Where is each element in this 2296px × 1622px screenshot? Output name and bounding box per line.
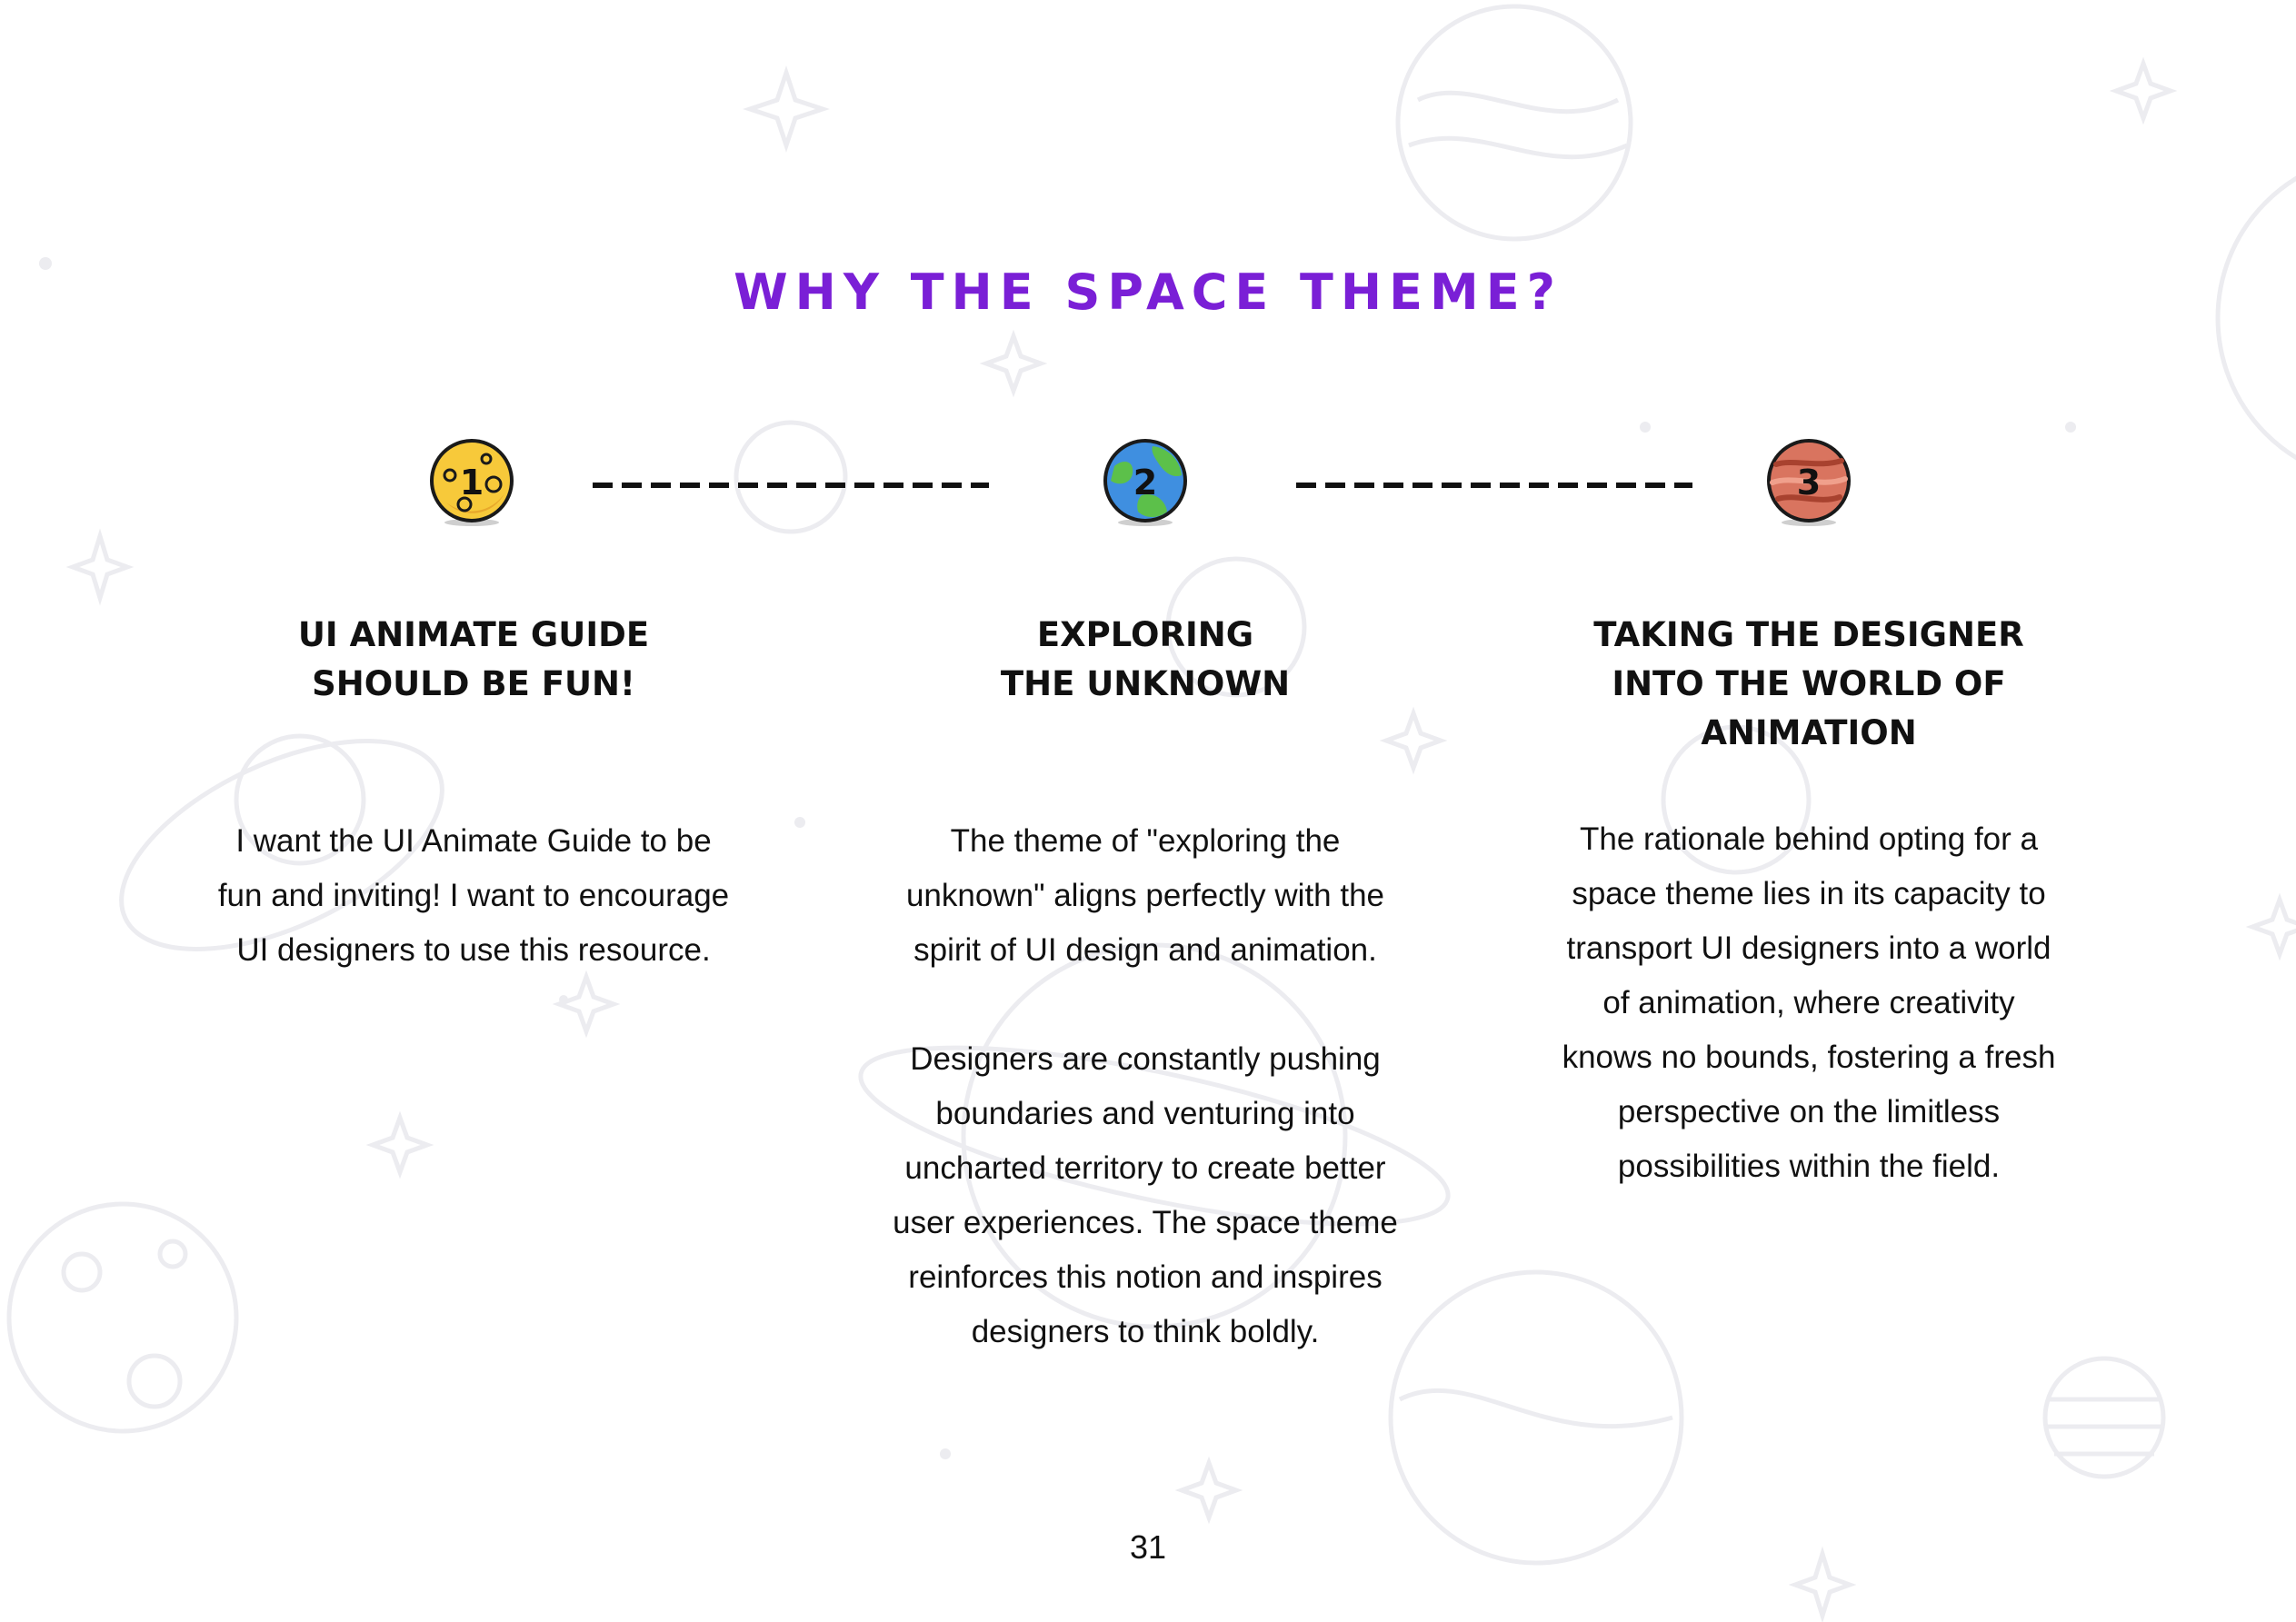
- step-2-heading: EXPLORING THE UNKNOWN: [1000, 615, 1291, 703]
- dashed-connector-2-3: [1296, 483, 1692, 488]
- step-3-body: [1536, 812, 2081, 1194]
- step-2-column: [873, 611, 1418, 1349]
- step-3-column: [1536, 611, 2081, 1184]
- step-2-body: [873, 814, 1418, 1359]
- step-2-badge: [1102, 439, 1189, 526]
- step-3-number: 3: [1796, 463, 1822, 503]
- step-1-number: 1: [459, 463, 484, 503]
- step-2-number: 2: [1133, 463, 1158, 503]
- step-1-body: [201, 814, 746, 978]
- step-1-heading: UI ANIMATE GUIDE SHOULD BE FUN!: [297, 615, 650, 703]
- step-1-column: [201, 611, 746, 968]
- dashed-connector-1-2: [593, 483, 989, 488]
- step-3-heading: TAKING THE DESIGNER INTO THE WORLD OF ANIMATION: [1593, 615, 2024, 752]
- page-title: WHY THE SPACE THEME?: [734, 264, 1562, 321]
- step-3-paragraph: The rationale behind opting for a space theme lies in its capacity to transport UI designers into a world of animation, where creativity knows no bounds, fostering a fresh perspective on the limitless possibilities within the field.: [1562, 821, 2056, 1184]
- step-2-paragraph-2: Designers are constantly pushing boundaries and venturing into uncharted territory to create better user experiences. The space theme reinforces this notion and inspires designers to think boldly.: [893, 1041, 1398, 1349]
- step-1-paragraph: I want the UI Animate Guide to be fun and inviting! I want to encourage UI designers to use this resource.: [217, 823, 730, 968]
- step-3-badge: [1765, 439, 1852, 526]
- step-1-badge: [428, 439, 515, 526]
- page-number: 31: [1129, 1528, 1167, 1566]
- step-2-paragraph-1: The theme of "exploring the unknown" aligns perfectly with the spirit of UI design and animation.: [905, 823, 1385, 968]
